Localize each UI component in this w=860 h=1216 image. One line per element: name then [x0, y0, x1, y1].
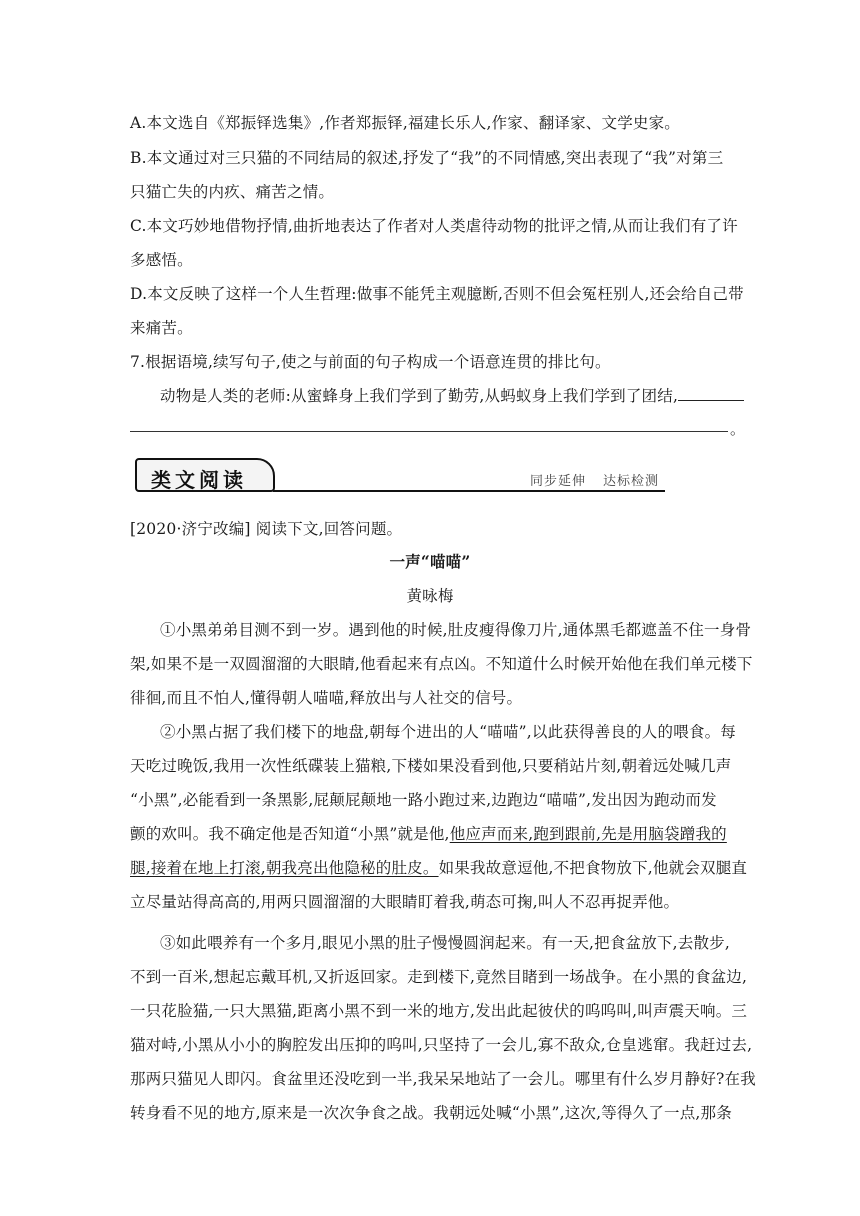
answer-blank-2[interactable] — [130, 431, 728, 432]
paragraph-line — [130, 823, 730, 845]
option-b-line2: 只猫亡失的内疚、痛苦之情。 — [130, 183, 335, 201]
paragraph-line: ②小黑占据了我们楼下的地盘,朝每个进出的人“喵喵”,以此获得善良的人的喂食。每 — [160, 723, 737, 741]
option-b-line1: B.本文通过对三只猫的不同结局的叙述,抒发了“我”的不同情感,突出表现了“我”对第三 — [130, 149, 724, 167]
paragraph-line: 天吃过晚饭,我用一次性纸碟装上猫粮,下楼如果没看到他,只要稍站片刻,朝着远处喊几声 — [130, 757, 732, 775]
paragraph-line: 立尽量站得高高的,用两只圆溜溜的大眼睛盯着我,萌态可掬,叫人不忍再捉弄他。 — [130, 893, 680, 911]
paragraph-line: 猫对峙,小黑从小小的胸腔发出压抑的呜叫,只坚持了一会儿,寡不敌众,仓皇逃窜。我赶过去, — [130, 1036, 753, 1054]
option-d-line2: 来痛苦。 — [130, 319, 193, 337]
section-title-box — [135, 458, 275, 492]
paragraph-line: 不到一百米,想起忘戴耳机,又折返回家。走到楼下,竟然目睹到一场战争。在小黑的食盆边, — [130, 968, 748, 986]
question-7-stem-text: 动物是人类的老师:从蜜蜂身上我们学到了勤劳,从蚂蚁身上我们学到了团结, — [160, 387, 679, 405]
option-a: A.本文选自《郑振铎选集》,作者郑振铎,福建长乐人,作家、翻译家、文学史家。 — [130, 114, 681, 132]
answer-blank-1[interactable] — [678, 386, 744, 401]
section-banner — [135, 458, 665, 496]
paragraph-line: 徘徊,而且不怕人,懂得朝人喵喵,释放出与人社交的信号。 — [130, 689, 523, 707]
section-rule — [273, 490, 665, 492]
paragraph-line: ①小黑弟弟目测不到一岁。遇到他的时候,肚皮瘦得像刀片,通体黑毛都遮盖不住一身骨 — [160, 621, 752, 639]
reading-source: [2020·济宁改编] 阅读下文,回答问题。 — [130, 520, 403, 538]
paragraph-line: ③如此喂养有一个多月,眼见小黑的肚子慢慢圆润起来。有一天,把食盆放下,去散步, — [160, 934, 731, 952]
question-7-prompt: 7.根据语境,续写句子,使之与前面的句子构成一个语意连贯的排比句。 — [130, 353, 611, 371]
section-subtitle-1: 同步延伸 — [530, 474, 587, 489]
line-text: 颤的欢叫。我不确定他是否知道“小黑”就是他, — [130, 825, 450, 843]
paragraph-line: “小黑”,必能看到一条黑影,屁颠屁颠地一路小跑过来,边跑边“喵喵”,发出因为跑动而发 — [130, 791, 717, 809]
paragraph-line: 那两只猫见人即闪。食盆里还没吃到一半,我呆呆地站了一会儿。哪里有什么岁月静好?在我 — [130, 1070, 756, 1088]
option-c-line2: 多感悟。 — [130, 251, 193, 269]
question-7-stem — [160, 385, 730, 407]
section-title: 类文阅读 — [151, 468, 247, 492]
article-title: 一声“喵喵” — [389, 552, 471, 571]
underlined-sentence: 腿,接着在地上打滚,朝我亮出他隐秘的肚皮。 — [130, 859, 439, 877]
article-author: 黄咏梅 — [406, 587, 454, 605]
paragraph-line: 架,如果不是一双圆溜溜的大眼睛,他看起来有点凶。不知道什么时候开始他在我们单元楼下 — [130, 655, 753, 673]
section-subtitle-2: 达标检测 — [603, 474, 660, 489]
option-c-line1: C.本文巧妙地借物抒情,曲折地表达了作者对人类虐待动物的批评之情,从而让我们有了许 — [130, 217, 738, 235]
paragraph-line — [130, 857, 748, 879]
answer-end-mark: 。 — [730, 420, 746, 438]
option-d-line1: D.本文反映了这样一个人生哲理:做事不能凭主观臆断,否则不但会冤枉别人,还会给自己带 — [130, 285, 744, 303]
line-text: 如果我故意逗他,不把食物放下,他就会双腿直 — [438, 859, 748, 877]
paragraph-line: 转身看不见的地方,原来是一次次争食之战。我朝远处喊“小黑”,这次,等得久了一点,那条 — [130, 1104, 732, 1122]
underlined-sentence: 他应声而来,跑到跟前,先是用脑袋蹭我的 — [449, 825, 727, 843]
paragraph-line: 一只花脸猫,一只大黑猫,距离小黑不到一米的地方,发出此起彼伏的呜呜叫,叫声震天响。三 — [130, 1002, 748, 1020]
